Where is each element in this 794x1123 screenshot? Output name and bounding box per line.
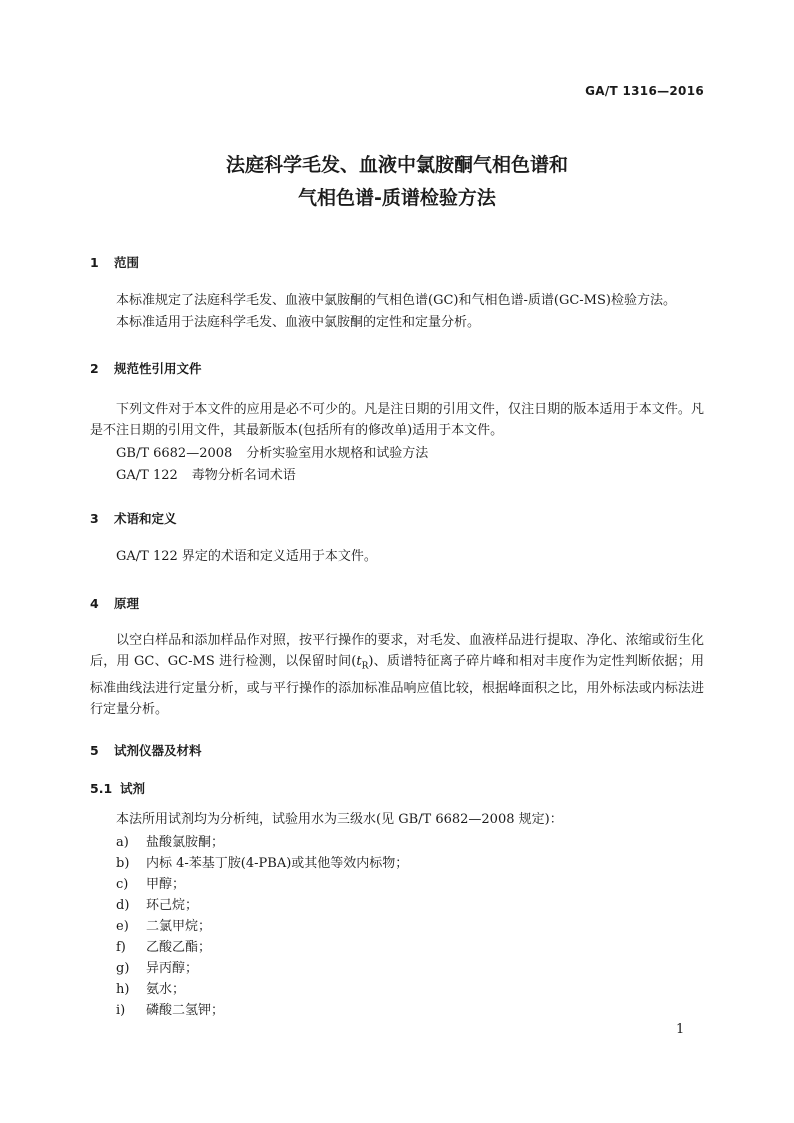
section-3-heading: [90, 509, 177, 527]
section-2-heading: [90, 359, 202, 377]
standard-code-header: GA/T 1316—2016: [585, 84, 704, 98]
retention-time-symbol: t: [356, 654, 362, 669]
page-number: 1: [676, 1022, 685, 1037]
section-5-heading: [90, 741, 202, 759]
section-number: 5: [90, 743, 99, 758]
reagent-item: [116, 894, 198, 913]
normative-reference-2: [116, 464, 296, 483]
item-text: 甲醇；: [146, 877, 186, 892]
normative-reference-1: [116, 442, 428, 461]
subsection-title: 试剂: [120, 781, 146, 796]
reagent-item: [116, 978, 185, 997]
subsection-5-1-heading: [90, 779, 145, 797]
reference-title: 毒物分析名词术语: [191, 468, 296, 483]
item-text: 乙酸乙酯；: [146, 940, 212, 955]
reagent-item: [116, 936, 211, 955]
section-number: 3: [90, 511, 99, 526]
item-text: 内标 4-苯基丁胺(4-PBA)或其他等效内标物；: [146, 856, 409, 871]
section-number: 1: [90, 255, 99, 270]
item-text: 磷酸二氢钾；: [146, 1003, 225, 1018]
reagent-item: [116, 873, 185, 892]
section-4-heading: [90, 594, 139, 612]
item-text: 氨水；: [146, 982, 186, 997]
section-title: 原理: [114, 596, 140, 611]
item-marker: f): [116, 940, 126, 955]
subsection-number: 5.1: [90, 781, 113, 796]
item-text: 环己烷；: [146, 898, 199, 913]
section-number: 2: [90, 361, 99, 376]
document-title-line-1: 法庭科学毛发、血液中氯胺酮气相色谱和: [225, 154, 568, 176]
reagent-item: [116, 852, 408, 871]
reference-code: GB/T 6682—2008: [116, 446, 233, 461]
item-marker: c): [116, 877, 129, 892]
section-1-paragraph-2: 本标准适用于法庭科学毛发、血液中氯胺酮的定性和定量分析。: [116, 315, 481, 330]
section-2-paragraph: 下列文件对于本文件的应用是必不可少的。凡是注日期的引用文件，仅注日期的版本适用于本文件。凡是不注日期的引用文件，其最新版本(包括所有的修改单)适用于本文件。: [90, 402, 704, 438]
section-1-heading: [90, 253, 139, 271]
reagent-item: [116, 915, 211, 934]
section-title: 范围: [114, 255, 140, 270]
item-marker: h): [116, 982, 130, 997]
section-title: 试剂仪器及材料: [114, 743, 202, 758]
item-marker: d): [116, 898, 130, 913]
item-marker: e): [116, 919, 129, 934]
reference-code: GA/T 122: [116, 468, 178, 483]
principle-text-part-2: )、质谱特征离子碎片峰和相对丰度作为定性判断依据；用标准曲线法进行定量分析，或与平行操作的添加标准品响应值比较，根据峰面积之比，用外标法或内标法进行定量分析。: [90, 654, 704, 717]
document-title-line-2: 气相色谱-质谱检验方法: [298, 187, 496, 209]
item-text: 二氯甲烷；: [146, 919, 212, 934]
item-text: 异丙醇；: [146, 961, 199, 976]
item-marker: g): [116, 961, 130, 976]
section-3-paragraph: GA/T 122 界定的术语和定义适用于本文件。: [116, 549, 377, 564]
reagent-item: [116, 999, 224, 1018]
principle-text-part-1: 以空白样品和添加样品作对照，按平行操作的要求，对毛发、血液样品进行提取、净化、浓缩或衍生化后，用 GC、GC-MS 进行检测，以保留时间(: [90, 633, 704, 669]
retention-time-subscript: R: [361, 661, 369, 672]
section-4-paragraph: [90, 630, 704, 720]
section-number: 4: [90, 596, 99, 611]
section-1-paragraph-1: 本标准规定了法庭科学毛发、血液中氯胺酮的气相色谱(GC)和气相色谱-质谱(GC-MS)检验方法。: [116, 293, 676, 308]
item-marker: a): [116, 835, 129, 850]
reagent-item: [116, 831, 224, 850]
item-marker: b): [116, 856, 130, 871]
reference-title: 分析实验室用水规格和试验方法: [246, 446, 429, 461]
section-title: 术语和定义: [114, 511, 177, 526]
reagents-intro-paragraph: 本法所用试剂均为分析纯，试验用水为三级水(见 GB/T 6682—2008 规定)：: [116, 812, 563, 827]
reagent-item: [116, 957, 198, 976]
item-marker: i): [116, 1003, 126, 1018]
section-title: 规范性引用文件: [114, 361, 202, 376]
item-text: 盐酸氯胺酮；: [146, 835, 225, 850]
